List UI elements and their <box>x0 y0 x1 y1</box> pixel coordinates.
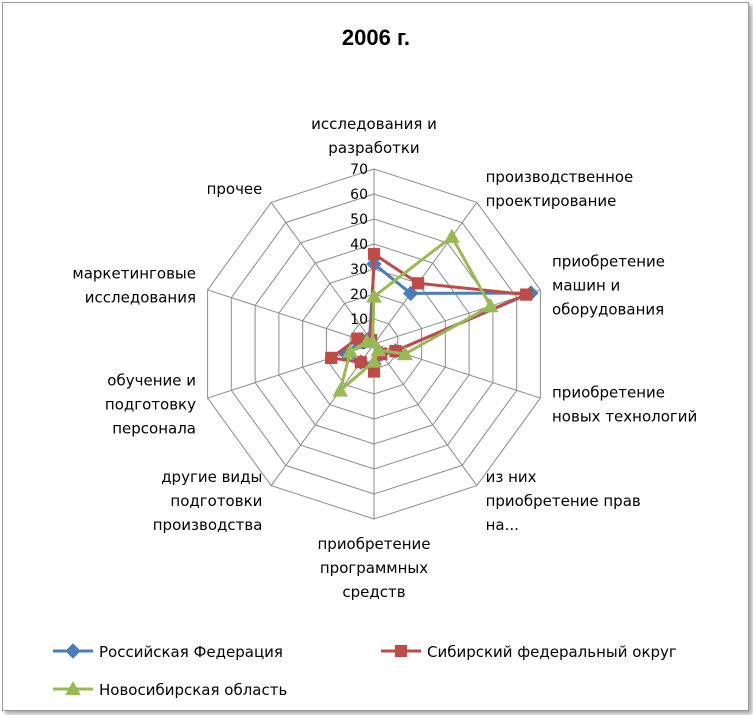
tick-label: 40 <box>350 237 368 253</box>
grid-spoke <box>208 290 374 344</box>
legend-label: Сибирский федеральный округ <box>427 643 677 661</box>
tick-label: 20 <box>350 287 368 303</box>
radar-chart <box>3 3 748 710</box>
chart-title: 2006 г. <box>341 25 411 50</box>
data-point <box>355 357 366 368</box>
legend-label: Российская Федерация <box>99 643 283 661</box>
legend-item <box>381 643 677 661</box>
data-point <box>326 352 337 363</box>
tick-label: 30 <box>350 262 368 278</box>
legend-item <box>53 643 283 661</box>
legend-swatch-marker <box>66 644 80 658</box>
legend-label: Новосибирская область <box>99 681 288 699</box>
category-label: из них приобретение прав на... <box>485 468 641 535</box>
data-point <box>484 299 498 312</box>
data-point <box>445 230 459 243</box>
data-point <box>521 289 532 300</box>
tick-label: 70 <box>350 162 368 178</box>
data-point <box>413 278 424 289</box>
category-label: маркетинговые исследования <box>72 264 196 307</box>
category-label: прочее <box>206 179 263 198</box>
category-label: другие виды подготовки производства <box>152 468 263 535</box>
legend <box>53 643 677 699</box>
category-label: приобретение новых технологий <box>552 383 698 426</box>
legend-item <box>53 681 287 699</box>
category-label: исследования и разработки <box>311 115 437 157</box>
tick-label: 60 <box>350 187 368 203</box>
chart-frame <box>2 2 749 711</box>
category-label: приобретение программных средств <box>317 535 431 601</box>
radial-axis-ticks <box>350 162 368 353</box>
tick-label: 50 <box>350 212 368 228</box>
data-point <box>368 248 379 259</box>
category-label: производственное проектирование <box>485 167 634 210</box>
series-diamond <box>339 257 538 371</box>
tick-label: 10 <box>350 312 368 328</box>
legend-swatch-marker <box>395 645 406 656</box>
category-label: приобретение машин и оборудования <box>552 252 666 319</box>
data-point <box>352 333 363 344</box>
category-label: обучение и подготовку персонала <box>104 371 196 438</box>
